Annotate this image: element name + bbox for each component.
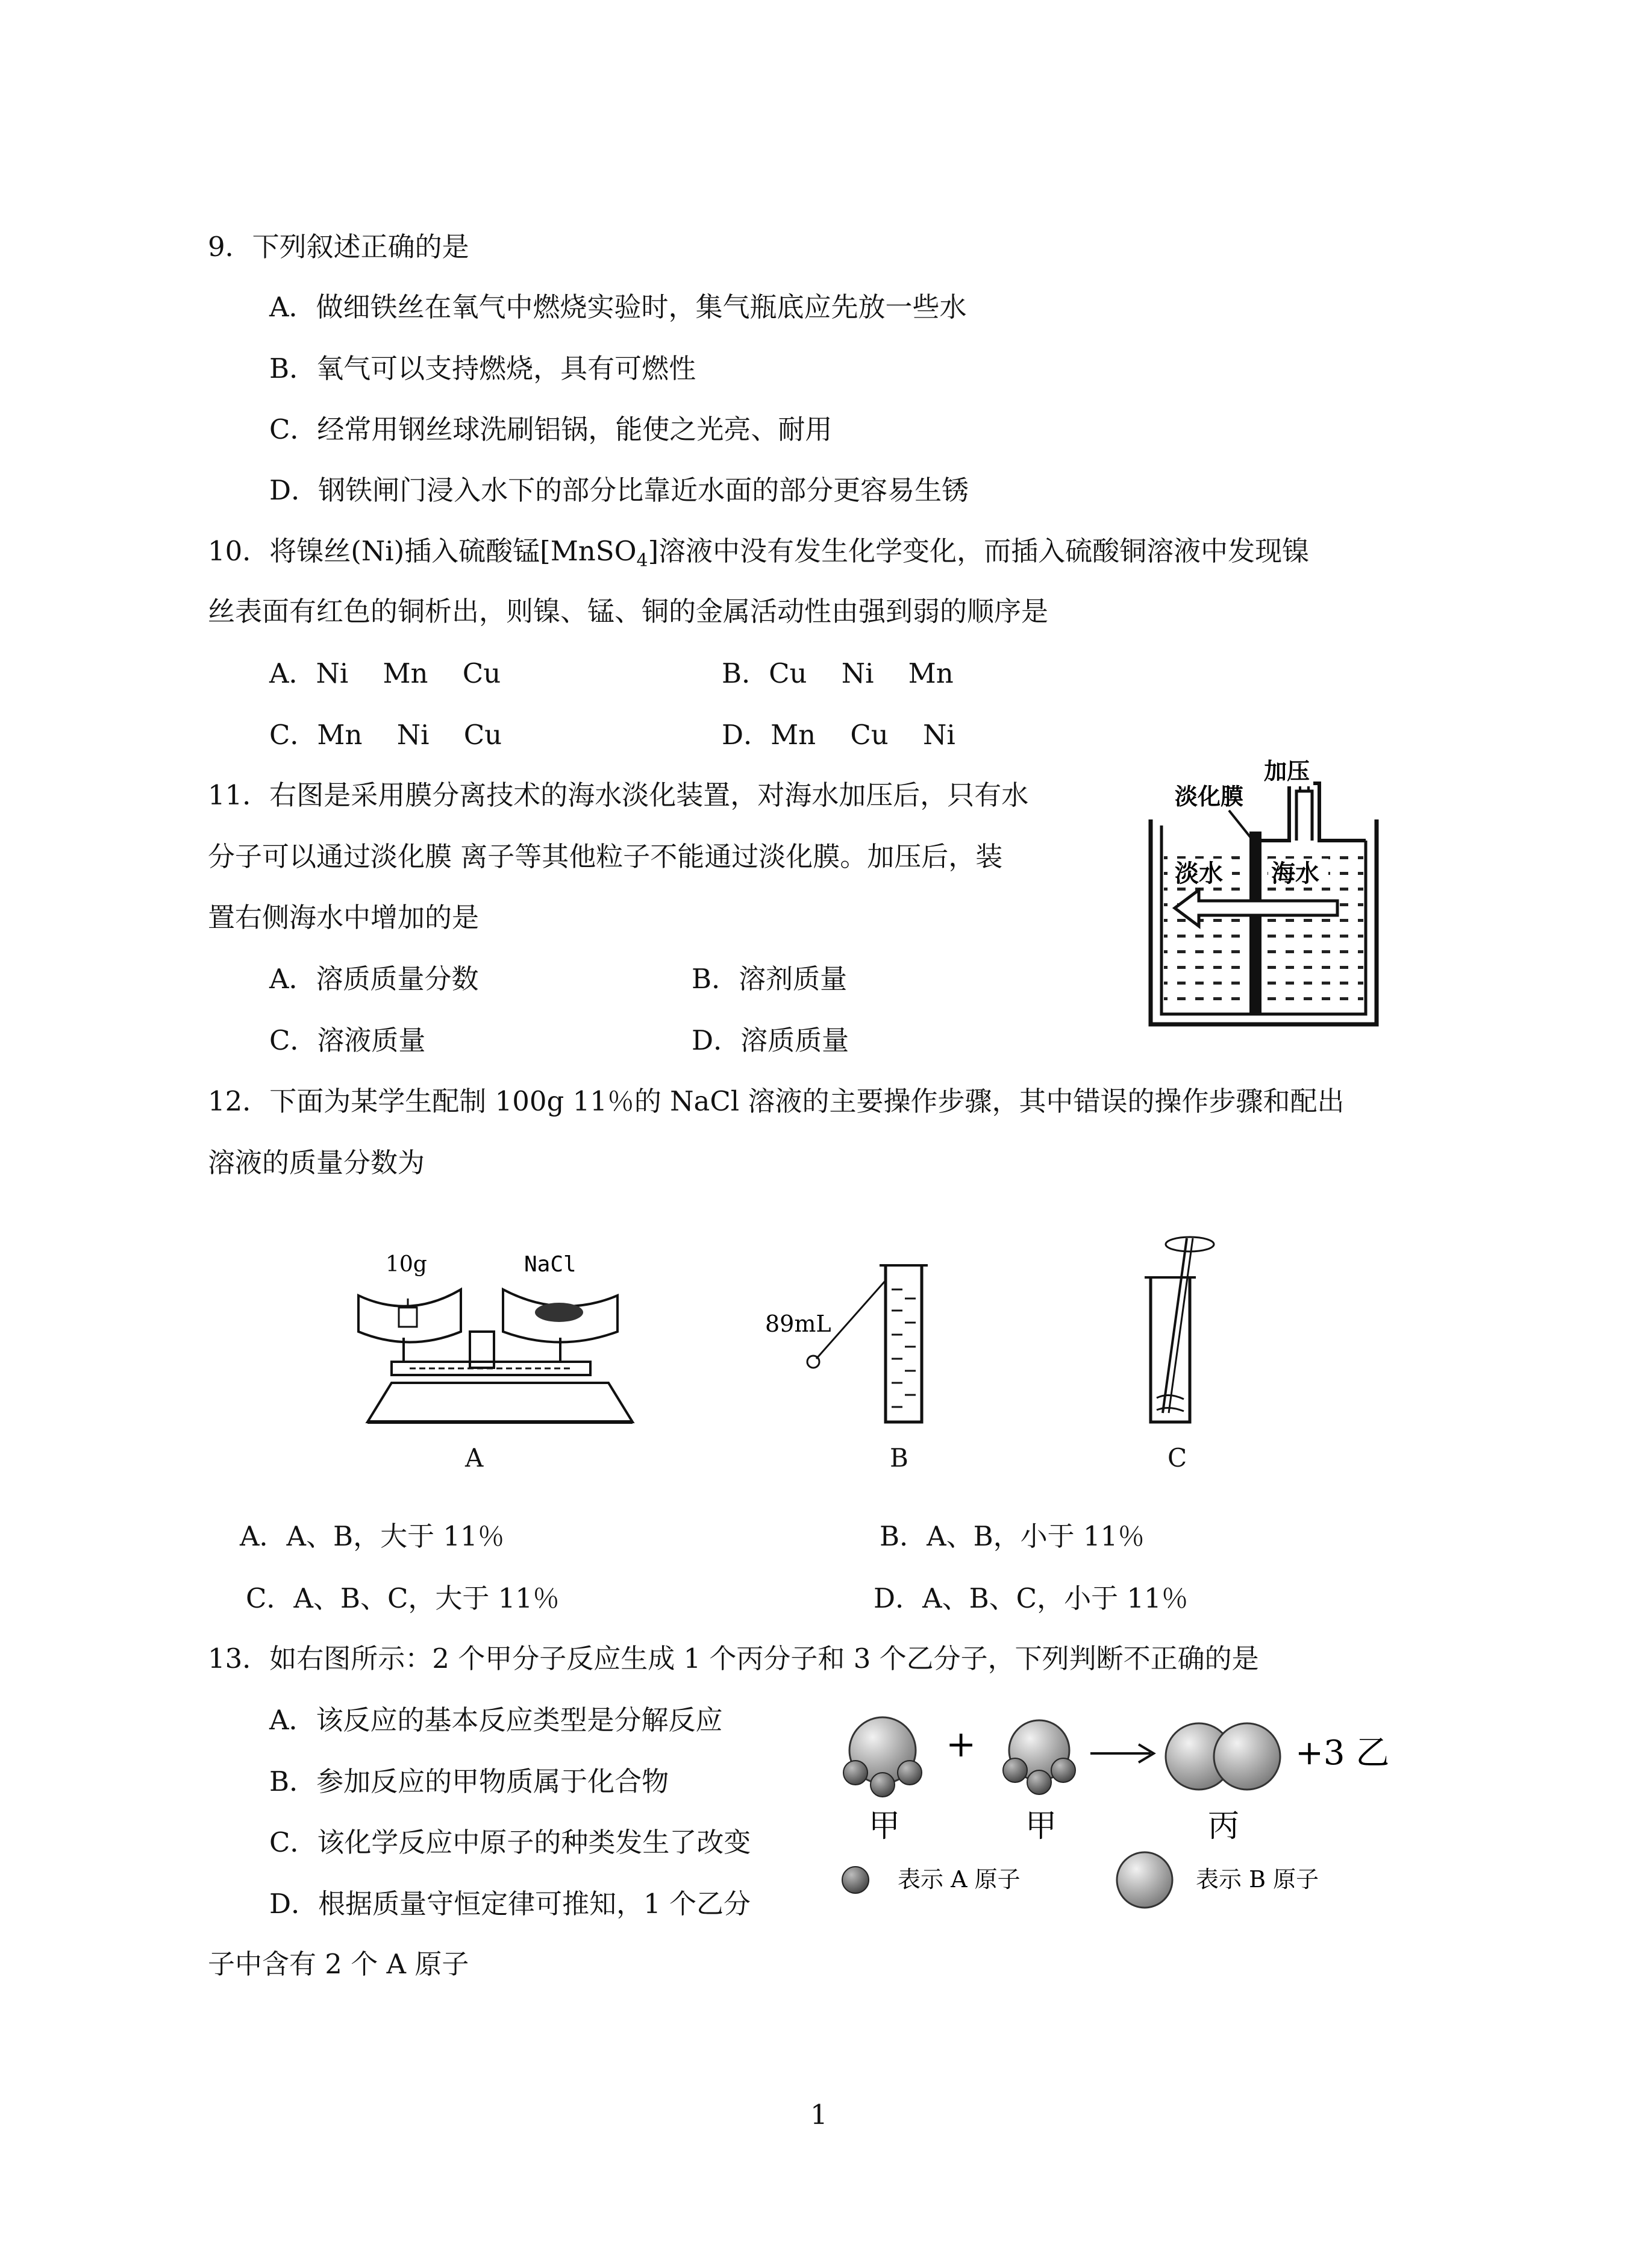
q10-option-b: B．Cu Ni Mn — [722, 657, 954, 689]
q11-stem-line1: 11．右图是采用膜分离技术的海水淡化装置，对海水加压后，只有水 — [208, 779, 1029, 811]
q10-option-a: A．Ni Mn Cu — [269, 657, 501, 689]
pressure-label: 加压 — [1264, 758, 1310, 785]
figure-c-label: C — [1168, 1443, 1187, 1473]
jia-label-2: 甲 — [1025, 1808, 1057, 1844]
q13-option-d-line2: 子中含有 2 个 A 原子 — [208, 1948, 469, 1980]
q13-option-d-line1: D．根据质量守恒定律可推知，1 个乙分 — [269, 1888, 751, 1920]
weight-block — [399, 1308, 417, 1327]
balance-figure — [349, 1241, 663, 1434]
eye-icon — [807, 1356, 819, 1368]
q10-stem-post: ]溶液中没有发生化学变化，而插入硫酸铜溶液中发现镍 — [648, 535, 1310, 567]
q12-stem-line2: 溶液的质量分数为 — [208, 1147, 425, 1179]
legend-b-atom-icon — [1117, 1852, 1172, 1908]
bing-molecule — [1166, 1723, 1280, 1790]
nacl-label: NaCl — [524, 1252, 577, 1277]
balance-diagram — [349, 1241, 663, 1434]
reaction-arrow — [1090, 1744, 1154, 1762]
reaction-figure — [831, 1699, 1410, 1922]
plus-sign: + — [946, 1723, 977, 1765]
stir-motion-icon — [1166, 1237, 1214, 1251]
volume-label: 89mL — [765, 1311, 831, 1337]
q13-stem: 13．如右图所示：2 个甲分子反应生成 1 个丙分子和 3 个乙分子，下列判断不正确的是 — [208, 1643, 1259, 1674]
membrane — [1249, 832, 1261, 1014]
legend-a-label: 表示 A 原子 — [898, 1866, 1021, 1893]
stirring-diagram — [1133, 1229, 1241, 1434]
jia-molecule-1 — [843, 1717, 922, 1797]
q11-option-a: A．溶质质量分数 — [269, 963, 479, 995]
q11-option-d: D．溶质质量 — [692, 1024, 849, 1056]
desalination-diagram — [1139, 756, 1392, 1033]
q10-option-c: C．Mn Ni Cu — [269, 719, 502, 751]
legend-b-label: 表示 B 原子 — [1196, 1866, 1319, 1893]
legend-a-atom-icon — [842, 1867, 869, 1893]
q11-stem-line3: 置右侧海水中增加的是 — [208, 901, 480, 933]
q9-option-d: D．钢铁闸门浸入水下的部分比靠近水面的部分更容易生锈 — [269, 474, 969, 506]
jia-molecule-2 — [1003, 1720, 1075, 1794]
jia-label-1: 甲 — [869, 1808, 901, 1844]
q9-option-c: C．经常用钢丝球洗刷铝锅，能使之光亮、耐用 — [269, 413, 833, 445]
q10-option-d: D．Mn Cu Ni — [722, 719, 955, 751]
q10-stem-line1 — [208, 533, 1309, 579]
q12-option-b: B．A、B，小于 11％ — [880, 1520, 1145, 1552]
stirring-figure — [1133, 1229, 1241, 1434]
balance-base — [367, 1383, 633, 1422]
left-pan — [358, 1289, 461, 1342]
fresh-water-label: 淡水 — [1175, 860, 1223, 888]
weight-label: 10g — [386, 1252, 427, 1277]
q13-option-b: B．参加反应的甲物质属于化合物 — [269, 1765, 669, 1797]
cylinder-graduations — [892, 1289, 916, 1407]
figure-b-label: B — [890, 1443, 908, 1473]
q10-stem-pre: 10．将镍丝(Ni)插入硫酸锰[MnSO — [208, 535, 637, 567]
membrane-label: 淡化膜 — [1175, 783, 1244, 810]
q11-option-c: C．溶液质量 — [269, 1024, 426, 1056]
q9-stem: 9．下列叙述正确的是 — [208, 231, 469, 263]
q12-option-a: A．A、B，大于 11％ — [240, 1520, 505, 1552]
reaction-diagram — [831, 1699, 1410, 1922]
q12-option-d: D．A、B、C，小于 11％ — [874, 1582, 1189, 1614]
cylinder-figure — [765, 1253, 934, 1434]
sea-water-label: 海水 — [1271, 860, 1319, 888]
q10-stem-line2: 丝表面有红色的铜析出，则镍、锰、铜的金属活动性由强到弱的顺序是 — [208, 595, 1049, 627]
q10-stem-subscript: 4 — [636, 550, 648, 571]
q12-option-c: C．A、B、C，大于 11％ — [246, 1582, 560, 1614]
q12-stem-line1: 12．下面为某学生配制 100g 11％的 NaCl 溶液的主要操作步骤，其中错误的操作步骤和配出 — [208, 1085, 1345, 1117]
q9-option-b: B．氧气可以支持燃烧，具有可燃性 — [269, 352, 696, 384]
cylinder-diagram — [765, 1253, 934, 1434]
product-yi: +3 乙 — [1295, 1734, 1390, 1773]
bing-label: 丙 — [1208, 1808, 1240, 1844]
salt-pile — [535, 1303, 583, 1322]
page-number: 1 — [810, 2099, 828, 2131]
q11-stem-line2: 分子可以通过淡化膜 离子等其他粒子不能通过淡化膜。加压后，装 — [208, 841, 1003, 872]
q13-option-a: A．该反应的基本反应类型是分解反应 — [269, 1704, 723, 1736]
piston — [1296, 791, 1312, 841]
membrane-pointer — [1229, 810, 1253, 841]
desalination-figure — [1139, 756, 1392, 1033]
figure-a-label: A — [465, 1443, 484, 1473]
q11-option-b: B．溶剂质量 — [692, 963, 848, 995]
q9-option-a: A．做细铁丝在氧气中燃烧实验时，集气瓶底应先放一些水 — [269, 291, 967, 323]
q13-option-c: C．该化学反应中原子的种类发生了改变 — [269, 1826, 751, 1858]
cylinder-wall — [886, 1265, 922, 1422]
glass-rod — [1163, 1238, 1187, 1413]
